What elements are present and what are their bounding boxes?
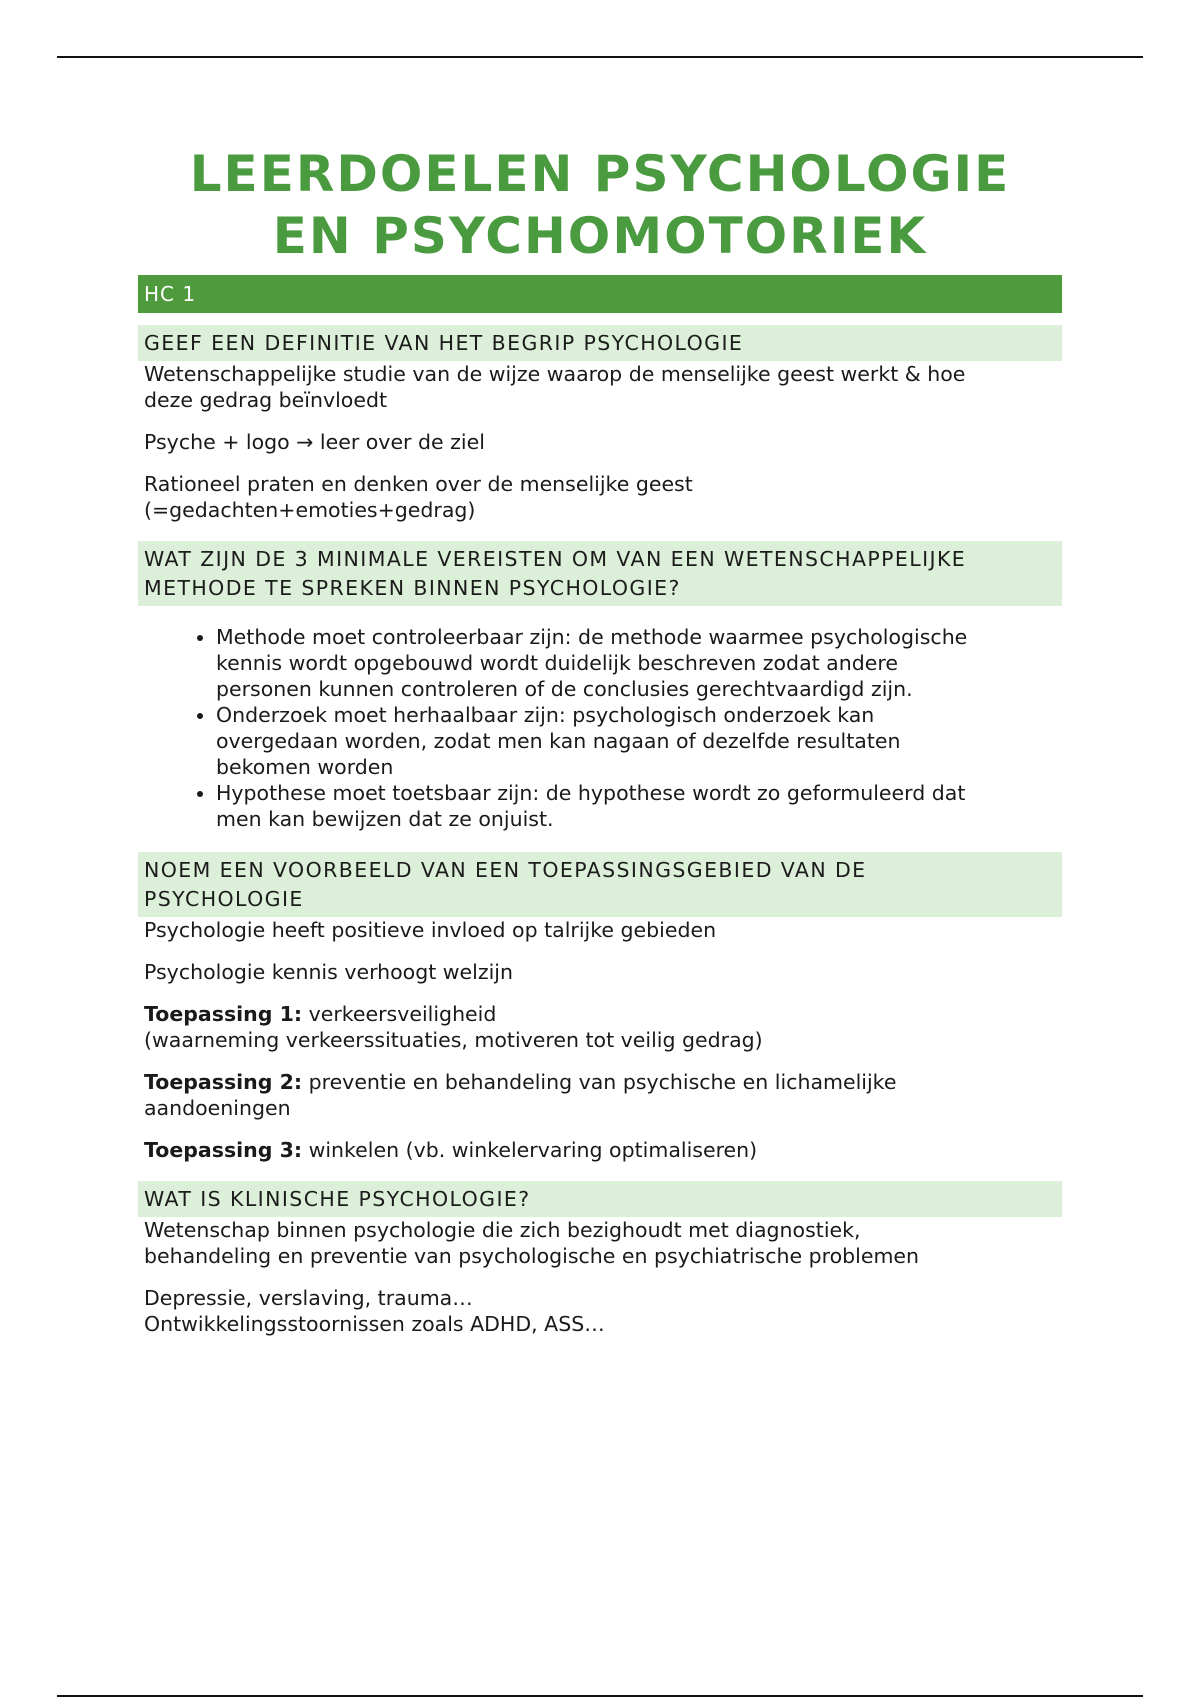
paragraph-line: (=gedachten+emoties+gedrag) <box>144 498 476 522</box>
toepassing-label: Toepassing 1: <box>144 1002 303 1026</box>
paragraph-line: Wetenschap binnen psychologie die zich bezighoudt met diagnostiek, <box>144 1218 861 1242</box>
heading-line: NOEM EEN VOORBEELD VAN EEN TOEPASSINGSGEBIED VAN DE <box>144 858 867 882</box>
toepassing-1 <box>138 1001 1062 1053</box>
list-item <box>216 702 1062 780</box>
document-body <box>138 275 1062 1337</box>
section-heading-klinische: WAT IS KLINISCHE PSYCHOLOGIE? <box>138 1181 1062 1217</box>
list-item-line: personen kunnen controleren of de conclusies gerechtvaardigd zijn. <box>216 677 913 701</box>
heading-line: PSYCHOLOGIE <box>144 887 304 911</box>
paragraph <box>138 1285 1062 1337</box>
vereisten-list <box>138 624 1062 832</box>
toepassing-text: aandoeningen <box>144 1096 291 1120</box>
list-item <box>216 624 1062 702</box>
paragraph-line: Depressie, verslaving, trauma… <box>144 1286 473 1310</box>
toepassing-3 <box>138 1137 1062 1163</box>
section-heading-vereisten <box>138 541 1062 606</box>
heading-line: WAT ZIJN DE 3 MINIMALE VEREISTEN OM VAN EEN WETENSCHAPPELIJKE <box>144 547 967 571</box>
title-line-1: LEERDOELEN PSYCHOLOGIE <box>189 145 1011 203</box>
list-item-line: men kan bewijzen dat ze onjuist. <box>216 807 554 831</box>
paragraph: Psyche + logo → leer over de ziel <box>144 430 485 454</box>
paragraph-line: behandeling en preventie van psychologische en psychiatrische problemen <box>144 1244 920 1268</box>
toepassing-2 <box>138 1069 1062 1121</box>
page-title <box>138 143 1062 267</box>
paragraph <box>138 1217 1062 1269</box>
paragraph: Psychologie kennis verhoogt welzijn <box>144 960 513 984</box>
list-item-line: kennis wordt opgebouwd wordt duidelijk beschreven zodat andere <box>216 651 898 675</box>
toepassing-text: (waarneming verkeerssituaties, motiveren tot veilig gedrag) <box>144 1028 763 1052</box>
title-line-2: EN PSYCHOMOTORIEK <box>272 207 928 265</box>
paragraph-line: Rationeel praten en denken over de menselijke geest <box>144 472 693 496</box>
paragraph-line: Wetenschappelijke studie van de wijze waarop de menselijke geest werkt & hoe <box>144 362 966 386</box>
heading-line: METHODE TE SPREKEN BINNEN PSYCHOLOGIE? <box>144 576 681 600</box>
list-item <box>216 780 1062 832</box>
list-item-line: bekomen worden <box>216 755 394 779</box>
list-item-line: Hypothese moet toetsbaar zijn: de hypothese wordt zo geformuleerd dat <box>216 781 966 805</box>
hc-section-bar: HC 1 <box>138 275 1062 313</box>
list-item-line: Onderzoek moet herhaalbaar zijn: psychologisch onderzoek kan <box>216 703 875 727</box>
paragraph: Psychologie heeft positieve invloed op talrijke gebieden <box>144 918 717 942</box>
top-rule <box>57 56 1143 58</box>
toepassing-text: winkelen (vb. winkelervaring optimaliseren) <box>302 1138 758 1162</box>
bottom-rule <box>57 1695 1143 1697</box>
list-item-line: Methode moet controleerbaar zijn: de methode waarmee psychologische <box>216 625 968 649</box>
paragraph-line: Ontwikkelingsstoornissen zoals ADHD, ASS… <box>144 1312 605 1336</box>
paragraph <box>138 471 1062 523</box>
list-item-line: overgedaan worden, zodat men kan nagaan of dezelfde resultaten <box>216 729 901 753</box>
section-heading-toepassingsgebied <box>138 852 1062 917</box>
paragraph <box>138 361 1062 413</box>
toepassing-label: Toepassing 2: <box>144 1070 303 1094</box>
paragraph-line: deze gedrag beïnvloedt <box>144 388 388 412</box>
toepassing-label: Toepassing 3: <box>144 1138 303 1162</box>
section-heading-definitie: GEEF EEN DEFINITIE VAN HET BEGRIP PSYCHOLOGIE <box>138 325 1062 361</box>
toepassing-text: preventie en behandeling van psychische en lichamelijke <box>302 1070 897 1094</box>
toepassing-text: verkeersveiligheid <box>302 1002 497 1026</box>
